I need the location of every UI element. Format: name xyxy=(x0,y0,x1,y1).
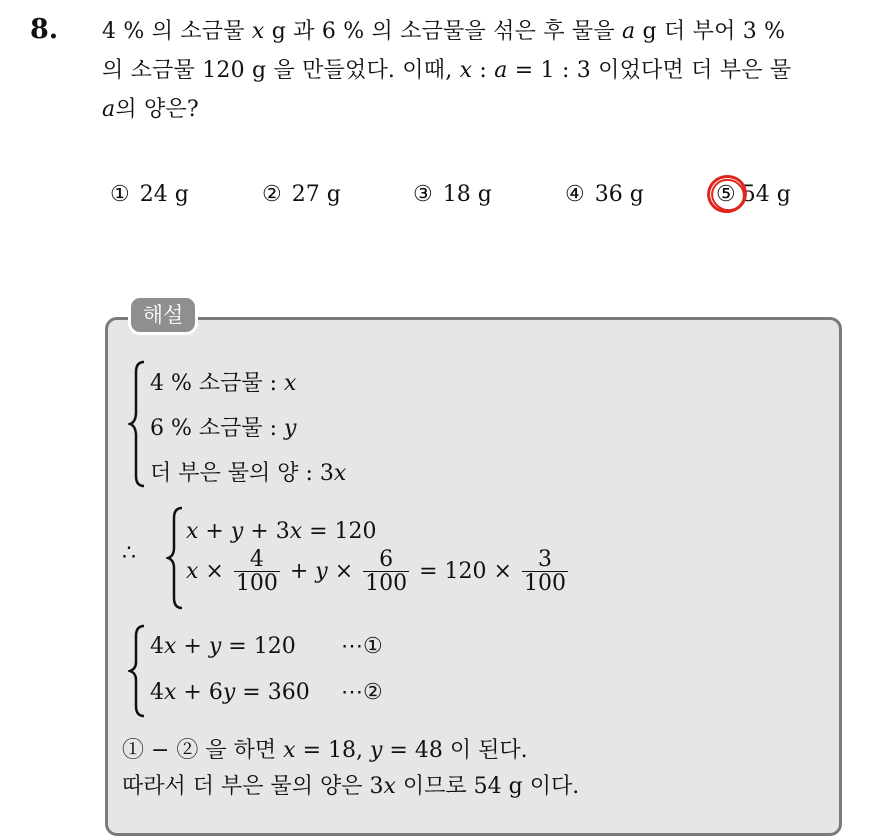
def-2-text: 6 % 소금물 : xyxy=(150,416,285,441)
q1-text-b: g 과 6 % 의 소금물을 섞은 후 물을 xyxy=(264,19,622,44)
choice-4-symbol: ④ xyxy=(565,182,585,207)
plus-sign: + xyxy=(282,559,316,585)
plus-6: + 6 xyxy=(176,680,223,705)
q1-text-c: g 더 부어 3 % xyxy=(635,19,786,44)
var-x: x xyxy=(333,461,347,486)
eq-tag-1: ⋯① xyxy=(341,634,383,659)
choice-2-symbol: ② xyxy=(262,182,282,207)
var-x: x xyxy=(186,519,199,544)
equals-120-times: = 120 × xyxy=(412,559,519,585)
coef-4: 4 xyxy=(150,680,164,705)
therefore-symbol: ∴ xyxy=(122,541,136,566)
var-x: x xyxy=(186,559,199,585)
q2-colon: : xyxy=(472,58,495,83)
choice-4-text: 36 g xyxy=(594,182,644,207)
coef-4: 4 xyxy=(150,634,164,659)
conclusion-line xyxy=(122,769,579,800)
choice-1[interactable] xyxy=(110,182,189,207)
system1-eq2 xyxy=(186,548,571,595)
var-x: x xyxy=(383,774,396,799)
result-line xyxy=(122,733,528,764)
fraction-3-over-100 xyxy=(522,548,568,595)
def-line-3 xyxy=(150,456,346,487)
fraction-4-over-100 xyxy=(234,548,280,595)
def-line-1 xyxy=(150,366,296,397)
plus-sign: + xyxy=(176,634,209,659)
times-sign: × xyxy=(327,559,361,585)
fraction-6-over-100 xyxy=(363,548,409,595)
var-x: x xyxy=(164,634,177,659)
result-text-a: ① − ② 을 하면 xyxy=(122,738,284,763)
choice-3-symbol: ③ xyxy=(413,182,433,207)
left-brace-system-2 xyxy=(128,624,148,718)
result-text-b: = 18, xyxy=(295,738,370,763)
left-brace-system-1 xyxy=(166,506,186,610)
var-y: y xyxy=(208,634,222,659)
var-y: y xyxy=(284,416,297,441)
eq-tag-2: ⋯② xyxy=(341,680,383,705)
var-y: y xyxy=(315,559,328,585)
eq-rhs: = 360 xyxy=(235,680,310,705)
def-1-text: 4 % 소금물 : xyxy=(150,371,285,396)
question-number: 8. xyxy=(30,14,59,45)
var-x: x xyxy=(459,58,473,83)
var-x: x xyxy=(251,19,265,44)
var-x: x xyxy=(284,371,297,396)
var-a: a xyxy=(102,97,116,122)
system2-eq2 xyxy=(150,680,310,705)
conclusion-text-b: 이므로 54 g 이다. xyxy=(395,774,580,799)
choice-1-text: 24 g xyxy=(139,182,189,207)
times-sign: × xyxy=(198,559,231,585)
choice-4[interactable] xyxy=(565,182,644,207)
choice-2[interactable] xyxy=(262,182,341,207)
system2-eq1 xyxy=(150,634,296,659)
frac-denominator: 100 xyxy=(235,571,278,597)
def-line-2 xyxy=(150,411,296,442)
frac-numerator: 4 xyxy=(249,547,264,572)
left-brace-defs xyxy=(128,360,148,488)
var-x: x xyxy=(283,738,296,763)
var-x: x xyxy=(164,680,177,705)
q1-text-a: 4 % 의 소금물 xyxy=(102,19,252,44)
var-a: a xyxy=(622,19,636,44)
choice-5-symbol: ⑤ xyxy=(716,182,736,207)
var-y: y xyxy=(230,519,244,544)
question-line-1 xyxy=(102,14,785,45)
plus-sign: + xyxy=(198,519,231,544)
var-y: y xyxy=(369,738,383,763)
frac-numerator: 6 xyxy=(379,547,394,572)
choice-5-text: 54 g xyxy=(741,182,791,207)
choice-2-text: 27 g xyxy=(291,182,341,207)
plus-3: + 3 xyxy=(243,519,290,544)
question-line-2 xyxy=(102,53,791,84)
def-3-text: 더 부은 물의 양 : 3 xyxy=(150,461,334,486)
q2-text-a: 의 소금물 120 g 을 만들었다. 이때, xyxy=(102,58,460,83)
choice-1-symbol: ① xyxy=(110,182,130,207)
result-text-c: = 48 이 된다. xyxy=(382,738,528,763)
q3-text-b: 의 양은? xyxy=(115,97,199,122)
eq-rhs: = 120 xyxy=(221,634,296,659)
eq1-rhs: = 120 xyxy=(302,519,377,544)
explanation-tag: 해설 xyxy=(128,295,198,335)
choice-3-text: 18 g xyxy=(442,182,492,207)
choice-3[interactable] xyxy=(413,182,492,207)
question-line-3 xyxy=(102,92,199,123)
frac-numerator: 3 xyxy=(537,547,552,572)
system1-eq1 xyxy=(186,519,377,544)
var-a: a xyxy=(494,58,508,83)
var-x: x xyxy=(289,519,303,544)
q2-text-b: = 1 : 3 이었다면 더 부은 물 xyxy=(507,58,792,83)
frac-denominator: 100 xyxy=(523,571,566,597)
frac-denominator: 100 xyxy=(365,571,408,597)
var-y: y xyxy=(222,680,236,705)
conclusion-text-a: 따라서 더 부은 물의 양은 3 xyxy=(122,774,384,799)
